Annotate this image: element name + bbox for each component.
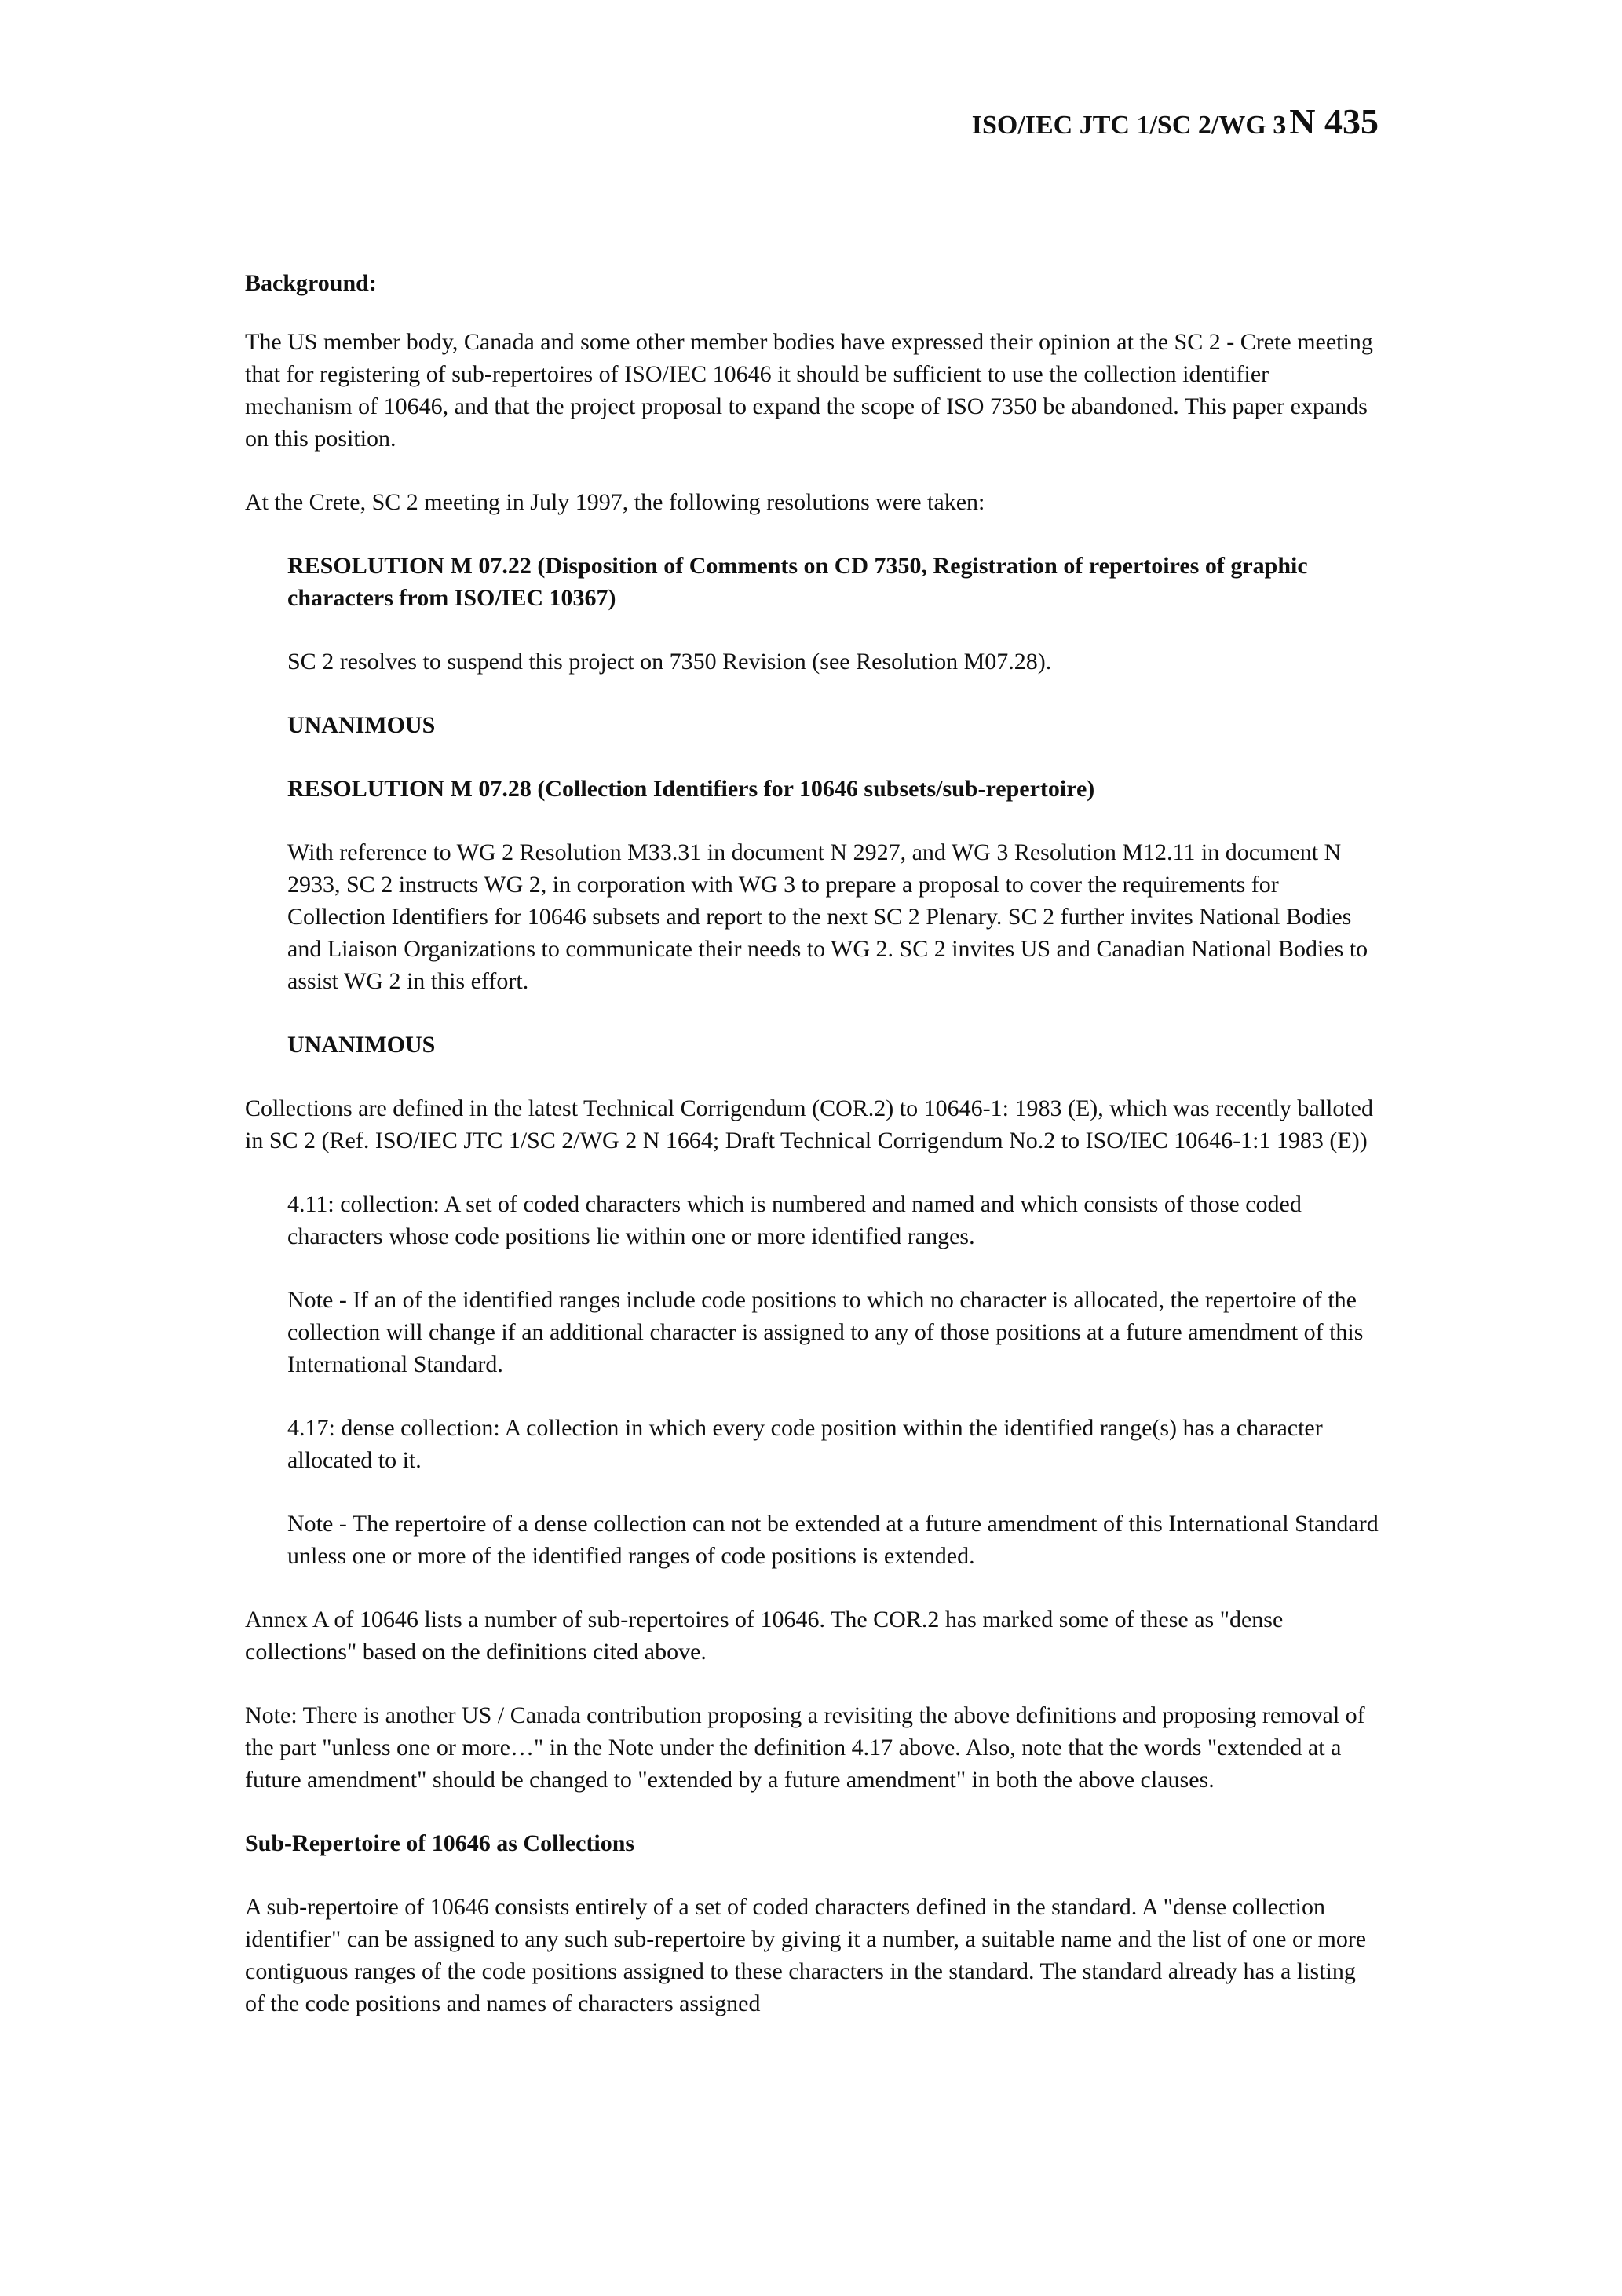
resolution-vote: UNANIMOUS (287, 1032, 436, 1058)
resolution-body: With reference to WG 2 Resolution M33.31 in document N 2927, and WG 3 Resolution M12.11 in document N 2933, SC 2 instructs WG 2, in corporation with WG 3 to prepare a proposal to cover the requirements for Collection Identifiers for 10646 subsets and report to the next SC 2 Plenary. SC 2 further invites National Bodies and Liaison Organizations to communicate their needs to WG 2. SC 2 invites US and Canadian National Bodies to assist WG 2 in this effort. (287, 839, 1368, 994)
document-series: ISO/IEC JTC 1/SC 2/WG 3 (971, 111, 1287, 140)
note-dense-collection: Note - The repertoire of a dense collection can not be extended at a future amendment of this International Standard unless one or more of the identified ranges of code positions is extended. (287, 1511, 1379, 1569)
document-number-header (972, 101, 1379, 142)
background-heading: Background: (245, 270, 377, 296)
background-paragraph: The US member body, Canada and some other member bodies have expressed their opinion at the SC 2 - Crete meeting that for registering of sub-repertoires of ISO/IEC 10646 it should be sufficient to use the collection identifier mechanism of 10646, and that the project proposal to expand the scope of ISO 7350 be abandoned. This paper expands on this position. (245, 329, 1373, 452)
resolution-body: SC 2 resolves to suspend this project on 7350 Revision (see Resolution M07.28). (287, 649, 1052, 675)
contribution-note: Note: There is another US / Canada contribution proposing a revisiting the above definitions and proposing removal of the part "unless one or more…" in the Note under the definition 4.17 above. Also, note that the words "extended at a future amendment" should be changed to "extended by a future amendment" in both the above clauses. (245, 1702, 1365, 1793)
resolution-title: RESOLUTION M 07.22 (Disposition of Comments on CD 7350, Registration of repertoires of graphic characters from ISO/IEC 10367) (287, 553, 1308, 611)
resolution-title: RESOLUTION M 07.28 (Collection Identifiers for 10646 subsets/sub-repertoire) (287, 776, 1095, 802)
definition-dense-collection: 4.17: dense collection: A collection in which every code position within the identified range(s) has a character allocated to it. (287, 1415, 1323, 1473)
document-number: N 435 (1289, 101, 1379, 141)
resolution-vote: UNANIMOUS (287, 712, 436, 738)
subrepertoire-heading: Sub-Repertoire of 10646 as Collections (245, 1830, 635, 1856)
document-body (245, 267, 1379, 2051)
collections-intro: Collections are defined in the latest Technical Corrigendum (COR.2) to 10646-1: 1983 (E), which was recently balloted in SC 2 (Ref. ISO/IEC JTC 1/SC 2/WG 2 N 1664; Draft Technical Corrigendum No.2 to ISO/IEC 10646-1:1 1983 (E)) (245, 1095, 1373, 1153)
note-collection: Note - If an of the identified ranges include code positions to which no character is allocated, the repertoire of the collection will change if an additional character is assigned to any of those positions at a future amendment of this International Standard. (287, 1287, 1364, 1377)
definition-collection: 4.11: collection: A set of coded characters which is numbered and named and which consists of those coded characters whose code positions lie within one or more identified ranges. (287, 1191, 1302, 1249)
subrepertoire-paragraph: A sub-repertoire of 10646 consists entirely of a set of coded characters defined in the standard. A "dense collection identifier" can be assigned to any such sub-repertoire by giving it a number, a suitable name and the list of one or more contiguous ranges of the code positions assigned to these characters in the standard. The standard already has a listing of the code positions and names of characters assigned (245, 1894, 1367, 2016)
annex-paragraph: Annex A of 10646 lists a number of sub-repertoires of 10646. The COR.2 has marked some of these as "dense collections" based on the definitions cited above. (245, 1607, 1284, 1665)
resolutions-intro: At the Crete, SC 2 meeting in July 1997, the following resolutions were taken: (245, 489, 985, 515)
